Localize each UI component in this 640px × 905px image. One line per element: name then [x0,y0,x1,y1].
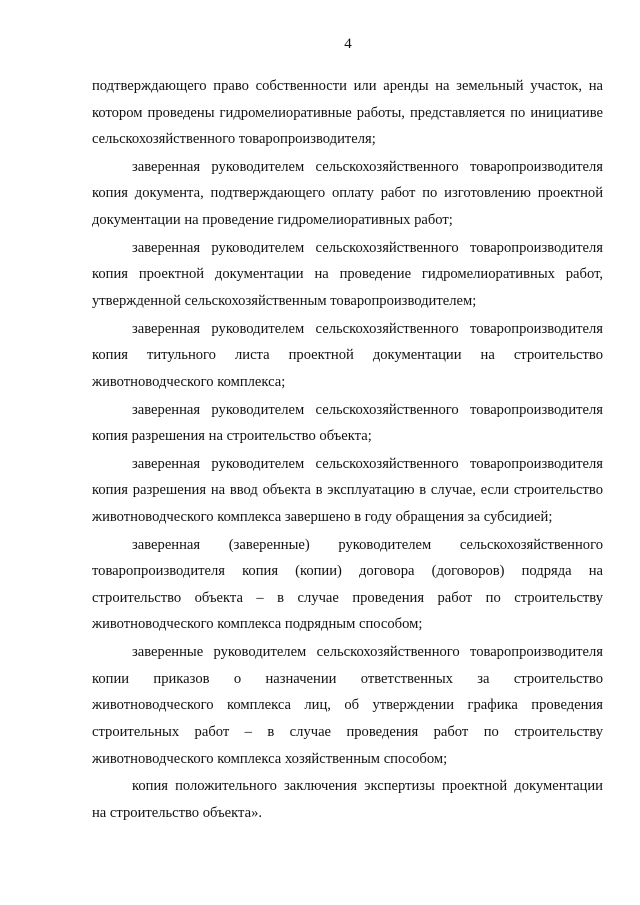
paragraph-expertise-conclusion-copy: копия положительного заключения экспертизы проектной документации на строительство объекта». [92,778,603,821]
paragraph-construction-permit-copy: заверенная руководителем сельскохозяйственного товаропроизводителя копия разрешения на строительство объекта; [92,401,603,445]
paragraph-commissioning-permit-copy: заверенная руководителем сельскохозяйственного товаропроизводителя копия разрешения на ввод объекта в эксплуатацию в случае, если строительство животноводческого комплекса завершено в году обращения за субсидией; [92,455,603,525]
document-body [92,73,603,827]
paragraph-contract-copy: заверенная (заверенные) руководителем сельскохозяйственного товаропроизводителя копия (копии) договора (договоров) подряда на строительство объекта – в случае проведения работ по строительству животноводческого комплекса подрядным способом; [92,536,603,633]
paragraph-continuation: подтверждающего право собственности или аренды на земельный участок, на котором проведены гидромелиоративные работы, представляется по инициативе сельскохозяйственного товаропроизводителя; [92,78,603,148]
paragraph-title-sheet-copy: заверенная руководителем сельскохозяйственного товаропроизводителя копия титульного листа проектной документации на строительство животноводческого комплекса; [92,320,603,390]
paragraph-orders-copy: заверенные руководителем сельскохозяйственного товаропроизводителя копии приказов о назначении ответственных за строительство животноводческого комплекса лиц, об утверждении графика проведения строительных работ – в случае проведения работ по строительству животноводческого комплекса хозяйственным способом; [92,644,603,767]
paragraph-project-payment-copy: заверенная руководителем сельскохозяйственного товаропроизводителя копия документа, подтверждающего оплату работ по изготовлению проектной документации на проведение гидромелиоративных работ; [92,158,603,229]
paragraph-project-documentation-copy: заверенная руководителем сельскохозяйственного товаропроизводителя копия проектной документации на проведение гидромелиоративных работ, утвержденной сельскохозяйственным товаропроизводителем; [92,239,603,309]
page-number: 4 [344,36,352,52]
